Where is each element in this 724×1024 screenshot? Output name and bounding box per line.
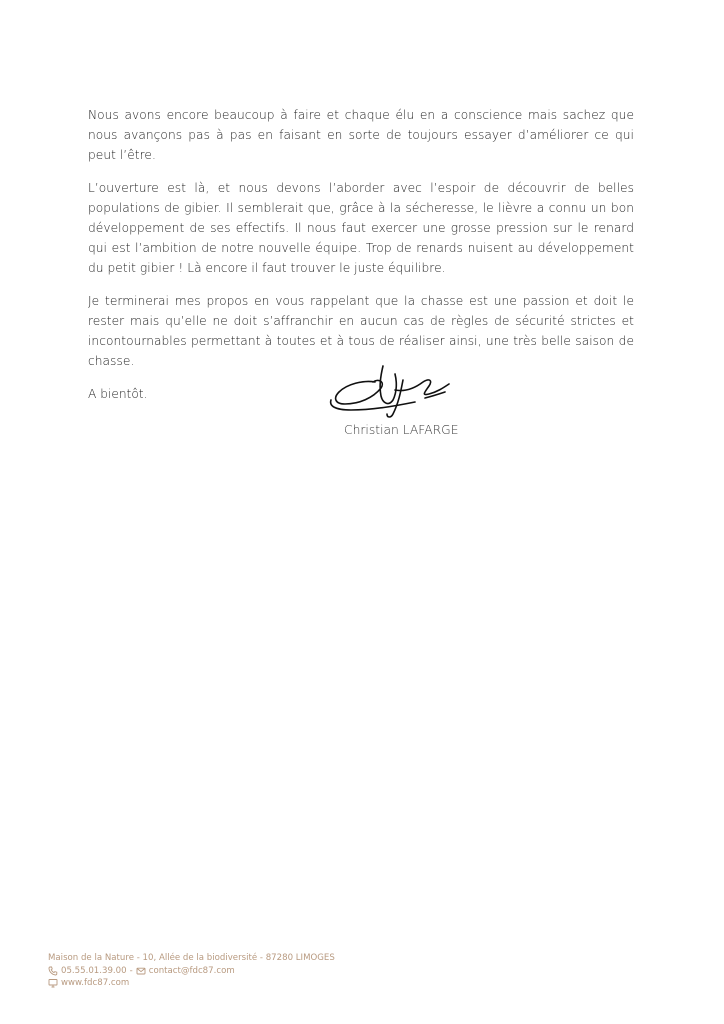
footer-address: Maison de la Nature - 10, Allée de la biodiversité - 87280 LIMOGES [48, 953, 335, 963]
monitor-icon [48, 978, 58, 988]
footer-website[interactable]: www.fdc87.com [61, 978, 130, 988]
handwritten-signature [325, 362, 475, 422]
footer-website-line [48, 977, 335, 990]
paragraph-3: Je terminerai mes propos en vous rappelant que la chasse est une passion et doit le rester mais qu’elle ne doit s’affranchir en aucun cas de règles de sécurité strictes et incontournables permettant à toutes et à tous de réaliser ainsi, une très belle saison de chasse. [88, 294, 634, 368]
footer-contact-line [48, 965, 335, 978]
phone-icon [48, 966, 58, 976]
paragraph-2: L’ouverture est là, et nous devons l’aborder avec l’espoir de découvrir de belles populations de gibier. Il semblerait que, grâce à la sécheresse, le lièvre a connu un bon développement de ses effectifs. Il nous faut exercer une grosse pression sur le renard qui est l’ambition de notre nouvelle équipe. Trop de renards nuisent au développement du petit gibier ! Là encore il faut trouver le juste équilibre. [88, 181, 634, 275]
mail-icon [136, 966, 146, 976]
signer-name: Christian LAFARGE [344, 423, 459, 437]
signature-block [325, 362, 475, 442]
paragraph-1: Nous avons encore beaucoup à faire et chaque élu en a conscience mais sachez que nous avançons pas à pas en faisant en sorte de toujours essayer d’améliorer ce qui peut l’être. [88, 108, 634, 162]
footer-phone: 05.55.01.39.00 [61, 965, 127, 976]
footer-address-line [48, 952, 335, 965]
footer-email[interactable]: contact@fdc87.com [148, 965, 235, 976]
letter-body [88, 105, 634, 404]
footer [48, 952, 335, 990]
closing: A bientôt. [88, 387, 148, 401]
footer-separator: - [129, 965, 133, 976]
